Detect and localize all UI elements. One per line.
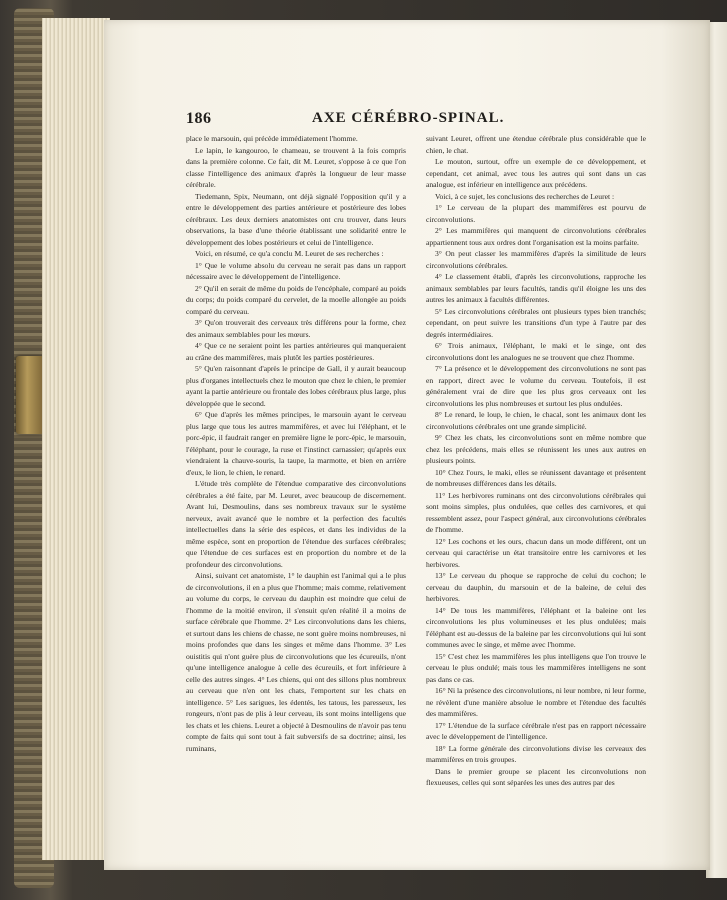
paragraph: Le lapin, le kangouroo, le chameau, se trouvent à la fois compris dans la première colonne. Ce fait, dit M. Leuret, s'oppose à ce que l'on classe l'intelligence des animaux d'après la longueur de leur masse cérébrale. bbox=[186, 145, 406, 189]
paragraph: 1° Que le volume absolu du cerveau ne serait pas dans un rapport nécessaire avec le développement de l'intelligence. bbox=[186, 260, 406, 281]
paragraph: Le mouton, surtout, offre un exemple de ce développement, et cependant, cet animal, avec tous les autres qui sont dans un cas analogue, est inférieur en intelligence aux précédens. bbox=[426, 157, 646, 189]
paragraph: 3° Qu'on trouverait des cerveaux très différens pour la forme, chez des animaux semblables pour les mœurs. bbox=[186, 318, 406, 339]
paragraph: 12° Les cochons et les ours, chacun dans un mode différent, ont un cerveau qui caractérise un état transitoire entre les carnivores et les herbivores. bbox=[426, 536, 646, 569]
paragraph: 5° Les circonvolutions cérébrales ont plusieurs types bien tranchés; cependant, on peut suivre les transitions d'un type à l'autre par des degrés intermédiaires. bbox=[426, 306, 646, 339]
paragraph: 6° Que d'après les mêmes principes, le marsouin ayant le cerveau plus large que tous les autres mammifères, et avec lui l'éléphant, et le porc-épic, il faudrait ranger en première ligne le porc-épic, le marsouin, l'éléphant, pour le courage, la ruse et l'instinct carnassier; qu'après eux viendraient la chauve-souris, la taupe, la marmotte, et bien en arrière d'eux, le lion, le chien, le renard. bbox=[186, 410, 406, 477]
paragraph: 10° Chez l'ours, le maki, elles se réunissent davantage et présentent de nombreuses différences dans les détails. bbox=[426, 467, 646, 488]
paragraph: Ainsi, suivant cet anatomiste, 1° le dauphin est l'animal qui a le plus de circonvolutions, il en a plus que l'homme; mais comme, relativement au volume du corps, le cerveau du dauphin est moindre que celui de l'homme de la moitié environ, il s'ensuit qu'en réalité il a moins de surface cérébrale que l'homme. 2° Les circonvolutions dans les chiens, et surtout dans les chiens de chasse, ne sont guère moins nombreuses, ni moins profondes que dans les singes et même dans l'homme. 3° Les ouistitis qui n'ont guère plus de circonvolutions que les écureuils, n'ont qu'une intelligence analogue à celle des écureuils, et fort inférieure à celle des autres singes. 4° Les chiens, qui ont des sillons plus nombreux au cerveau que n'en ont les chats, l'emportent sur les chats en intelligence. 5° Les sarigues, les édentés, les tatous, les paresseux, les rongeurs, n'ont pas de plis à leur cerveau, ils sont moins intelligens que les chats et les chiens. Leuret a objecté à Desmoulins de n'avoir pas tenu compte de faits qui sont tout à fait subversifs de sa doctrine; ainsi, les ruminans, bbox=[186, 571, 406, 753]
paragraph: 4° Le classement établi, d'après les circonvolutions, rapproche les animaux semblables par leurs facultés, tandis qu'il éloigne les uns des autres les animaux à facultés différentes. bbox=[426, 272, 646, 304]
paragraph: 1° Le cerveau de la plupart des mammifères est pourvu de circonvolutions. bbox=[426, 203, 646, 224]
book-clasp bbox=[16, 356, 44, 434]
paragraph: 18° La forme générale des circonvolutions divise les cerveaux des mammifères en trois groupes. bbox=[426, 743, 646, 764]
paragraph: 14° De tous les mammifères, l'éléphant et la baleine ont les circonvolutions les plus volumineuses et les plus ondulées; mais l'éléphant est au-dessus de la baleine par les circonvolutions qui lui sont communes avec le singe, et même avec l'homme. bbox=[426, 605, 646, 649]
paragraph: Tiedemann, Spix, Neumann, ont déjà signalé l'opposition qu'il y a entre le développement des parties antérieure et postérieure des lobes cérébraux. Les deux derniers anatomistes ont cru trouver, dans leurs observations, la base d'une théorie établissant une solidarité entre le développement des lobes postérieurs et celui de l'intelligence. bbox=[186, 191, 406, 247]
paragraph: 11° Les herbivores ruminans ont des circonvolutions cérébrales qui sont moins simples, plus ondulées, que celles des carnivores, et qui ressemblent assez, pour l'aspect général, aux circonvolutions cérébrales de l'homme. bbox=[426, 490, 646, 534]
paragraph: 4° Que ce ne seraient point les parties antérieures qui manqueraient au crâne des mammifères, mais plutôt les parties postérieures. bbox=[186, 341, 406, 362]
paragraph: 17° L'étendue de la surface cérébrale n'est pas en rapport nécessaire avec le développement de l'intelligence. bbox=[426, 720, 646, 741]
paragraph: 8° Le renard, le loup, le chien, le chacal, sont les animaux dont les circonvolutions cérébrales ont une grande simplicité. bbox=[426, 410, 646, 431]
paragraph: 2° Qu'il en serait de même du poids de l'encéphale, comparé au poids du corps; du poids comparé du cervelet, de la moelle allongée au poids comparé du cerveau. bbox=[186, 283, 406, 316]
paragraph: Voici, à ce sujet, les conclusions des recherches de Leuret : bbox=[435, 191, 615, 201]
right-column bbox=[426, 133, 646, 789]
page-edges bbox=[42, 18, 110, 860]
paragraph: 7° La présence et le développement des circonvolutions ne sont pas en rapport, direct avec le volume du cerveau. Toutefois, il est généralement vrai de dire que les plus gros cerveaux ont les circonvolutions les plus nombreuses et surtout les plus ondulées. bbox=[426, 364, 646, 408]
paragraph: 16° Ni la présence des circonvolutions, ni leur nombre, ni leur forme, ne révèlent d'une manière absolue le nombre et l'étendue des facultés des mammifères. bbox=[426, 686, 646, 718]
paragraph: 13° Le cerveau du phoque se rapproche de celui du cochon; le cerveau du dauphin, du marsouin et de la baleine, de celui des herbivores. bbox=[426, 571, 646, 603]
paragraph: 3° On peut classer les mammifères d'après la similitude de leurs circonvolutions cérébrales. bbox=[426, 249, 646, 270]
paragraph: 9° Chez les chats, les circonvolutions sont en même nombre que chez les précédens, mais elles se réunissent les unes aux autres en plusieurs points. bbox=[426, 433, 646, 465]
paragraph: 15° C'est chez les mammifères les plus intelligens que l'on trouve le cerveau le plus ondulé; mais tous les mammifères intelligens ne sont pas dans ce cas. bbox=[426, 651, 646, 684]
page-number: 186 bbox=[186, 110, 212, 127]
paragraph: L'étude très complète de l'étendue comparative des circonvolutions cérébrales a été faite, par M. Leuret, avec beaucoup de discernement. Avant lui, Desmoulins, dans ses nombreux travaux sur le système nerveux, avait avancé que le nombre et la perfection des facultés intellectuelles dans la série des espèces, et dans les individus de la même espèce, sont en proportion de l'étendue des surfaces cérébrales; que l'étendue de ces surfaces est en proportion du nombre et de la profondeur des circonvolutions. bbox=[186, 479, 406, 569]
left-column bbox=[186, 133, 406, 754]
page-header bbox=[186, 110, 646, 134]
paragraph: Dans le premier groupe se placent les circonvolutions non flexueuses, celles qui sont séparées les unes des autres par des bbox=[426, 766, 646, 787]
paragraph: 2° Les mammifères qui manquent de circonvolutions cérébrales appartiennent tous aux ordres dont l'organisation est la moins parfaite. bbox=[426, 226, 646, 247]
paragraph: suivant Leuret, offrent une étendue cérébrale plus considérable que le chien, le chat. bbox=[426, 134, 646, 155]
paragraph: 5° Qu'en raisonnant d'après le principe de Gall, il y aurait beaucoup plus d'organes intellectuels chez le mouton que chez le chien, le premier ayant la partie antérieure ou frontale des lobes cérébraux plus large, plus développée que le second. bbox=[186, 364, 406, 408]
running-title: AXE CÉRÉBRO-SPINAL. bbox=[312, 110, 505, 126]
paragraph: 6° Trois animaux, l'éléphant, le maki et le singe, ont des circonvolutions dont les analogues ne se trouvent que chez l'homme. bbox=[426, 341, 646, 362]
paragraph: place le marsouin, qui précède immédiatement l'homme. bbox=[186, 134, 358, 143]
paragraph: Voici, en résumé, ce qu'a conclu M. Leuret de ses recherches : bbox=[195, 249, 384, 258]
